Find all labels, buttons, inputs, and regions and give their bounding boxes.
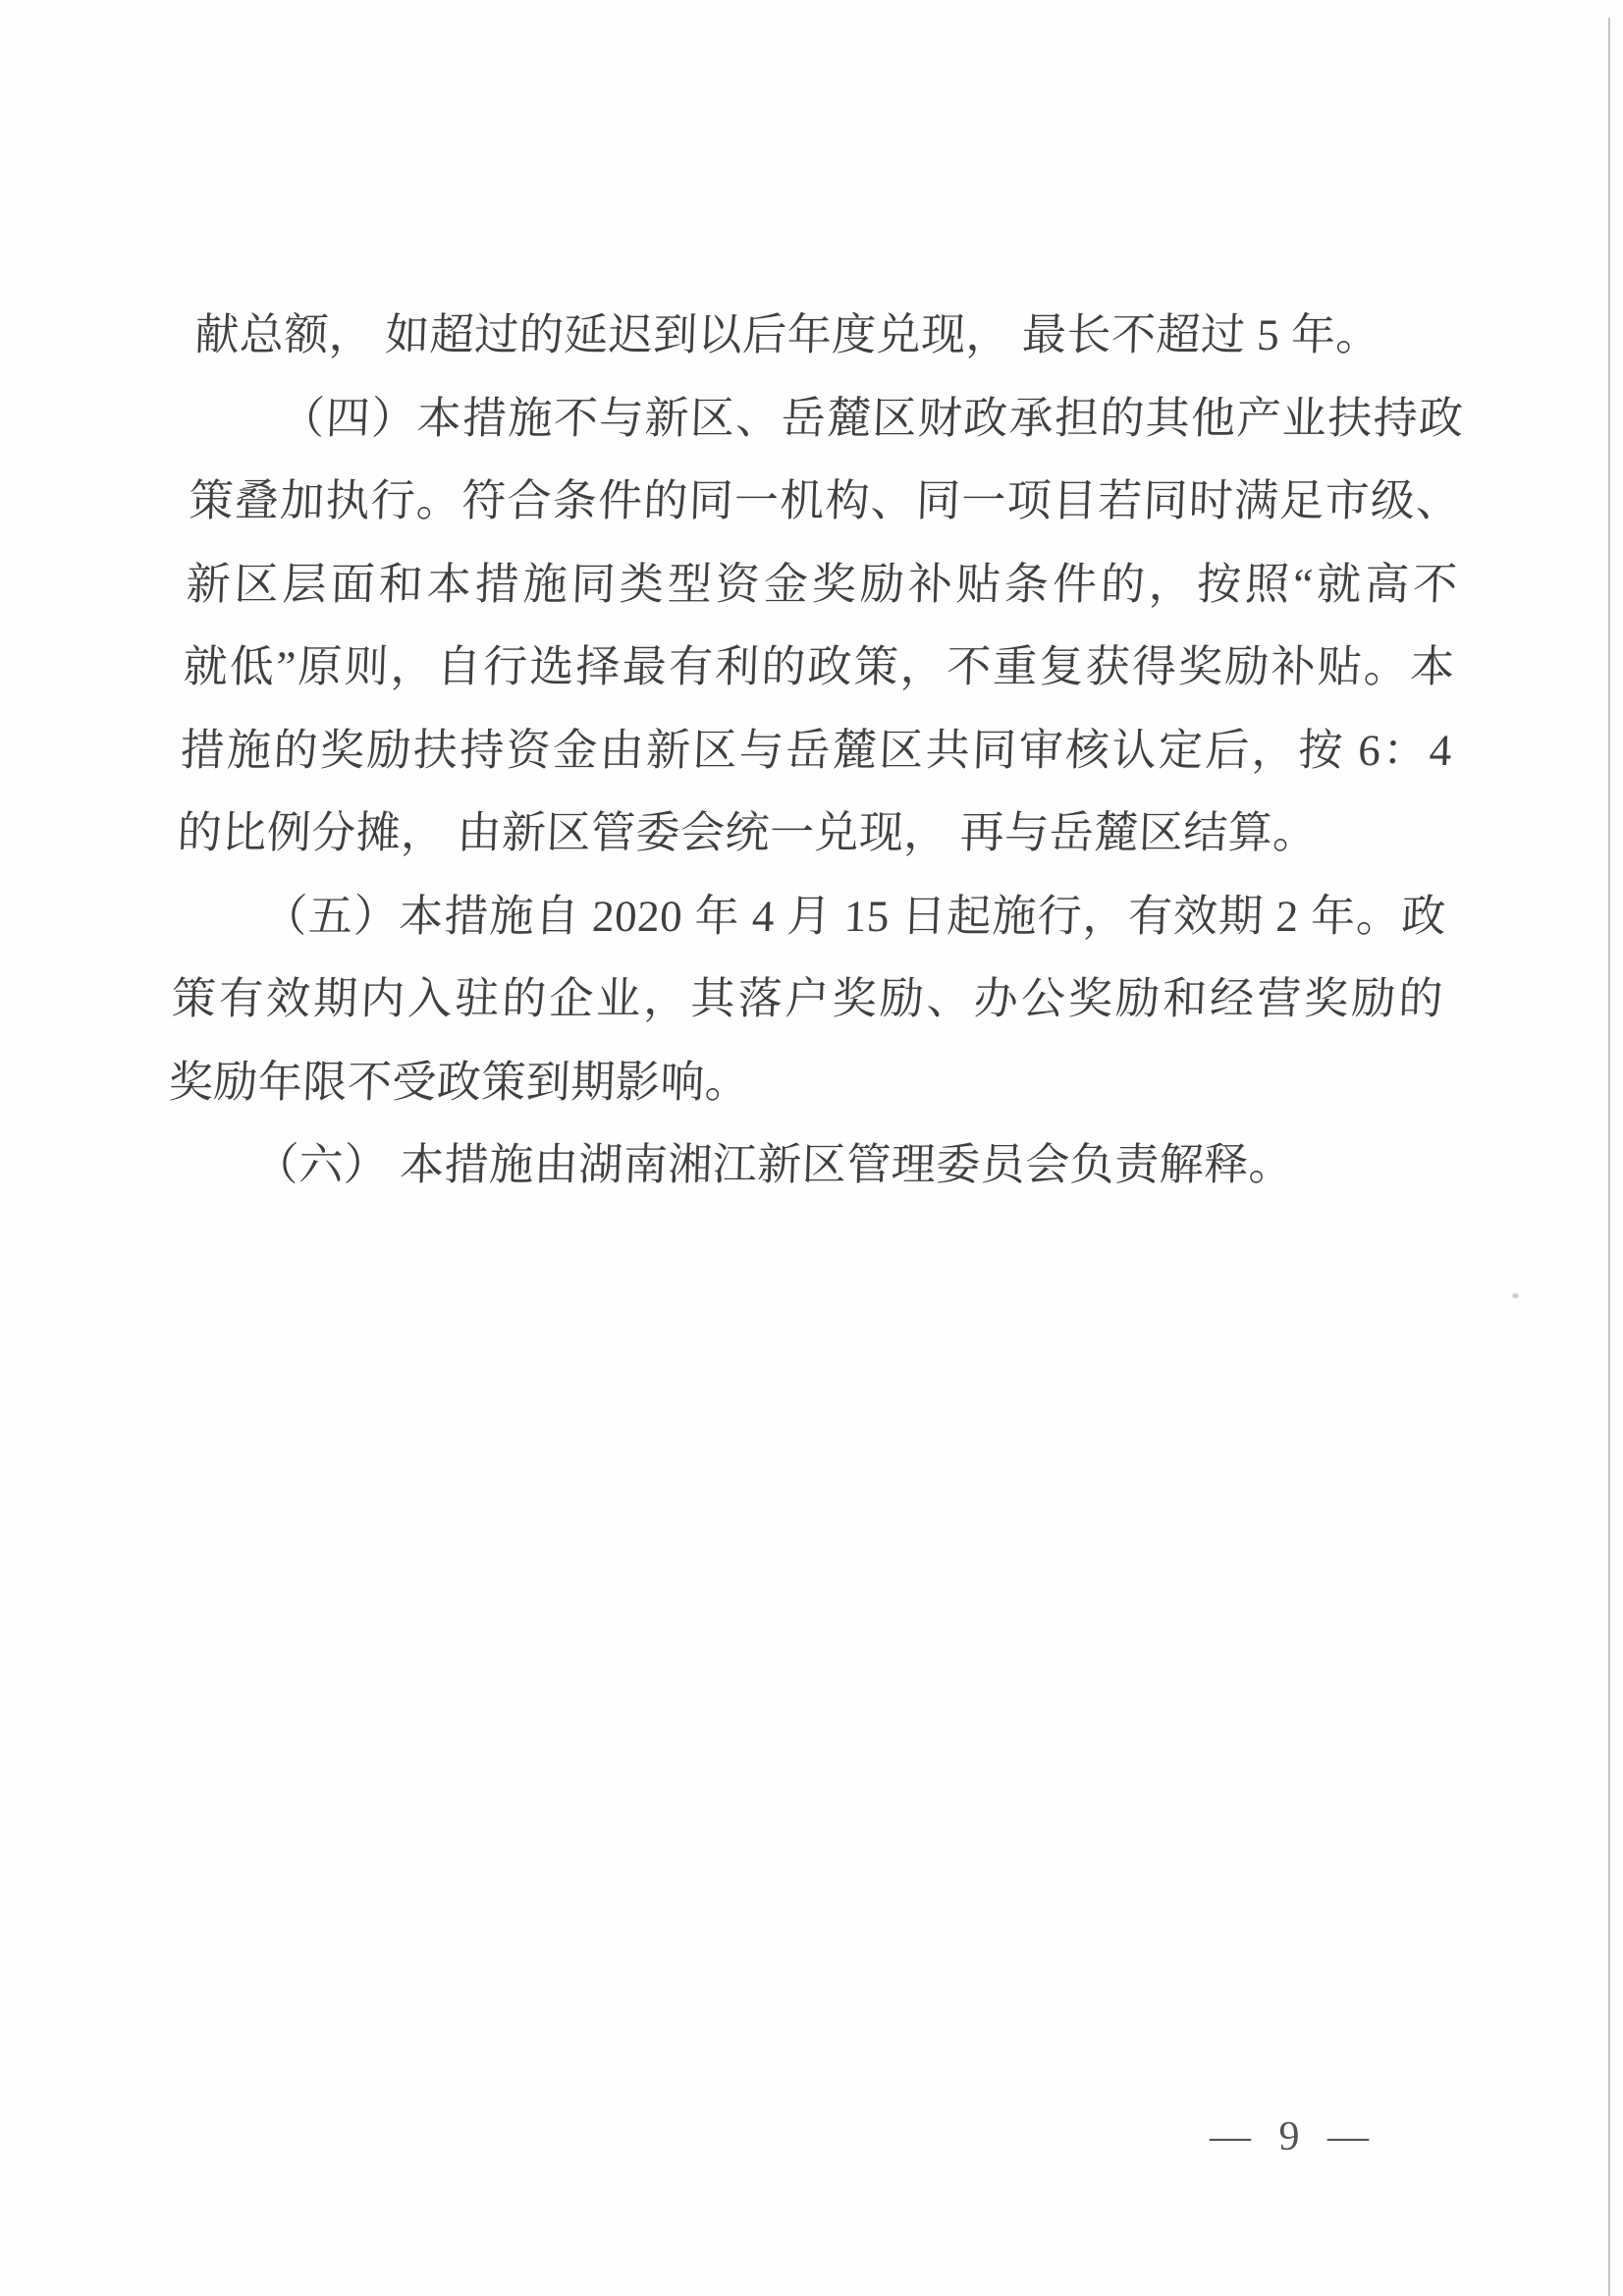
paragraph-item-5 <box>167 875 1447 1124</box>
text-line: 新区层面和本措施同类型资金奖励补贴条件的，按照“就高不 <box>185 559 1459 609</box>
document-body <box>165 294 1468 1207</box>
text-line: 的比例分摊， 由新区管委会统一兑现， 再与岳麓区结算。 <box>176 808 1319 857</box>
text-line: 措施的奖励扶持资金由新区与岳麓区共同审核认定后，按 6：4 <box>179 725 1453 775</box>
scan-speck <box>1512 1293 1519 1298</box>
text-line: 策叠加执行。符合条件的同一机构、同一项目若同时满足市级、 <box>188 476 1462 525</box>
text-line: 奖励年限不受政策到期影响。 <box>168 1057 751 1107</box>
text-line: （五）本措施自 2020 年 4 月 15 日起施行，有效期 2 年。政 <box>262 891 1447 941</box>
paragraph-continuation <box>193 294 1468 377</box>
text-line: 献总额， 如超过的延迟到以后年度兑现， 最长不超过 5 年。 <box>193 310 1381 359</box>
text-line: （四）本措施不与新区、岳麓区财政承担的其他产业扶持政 <box>279 393 1465 443</box>
page-number: — 9 — <box>1210 2114 1371 2159</box>
paragraph-item-6 <box>165 1123 1439 1207</box>
text-line: 就低”原则，自行选择最有利的政策，不重复获得奖励补贴。本 <box>182 642 1456 691</box>
text-line: （六） 本措施由湖南湘江新区管理委员会负责解释。 <box>253 1140 1295 1189</box>
paragraph-item-4 <box>176 377 1465 875</box>
text-line: 策有效期内入驻的企业，其落户奖励、办公奖励和经营奖励的 <box>171 974 1444 1023</box>
scan-edge-line <box>1608 18 1610 2296</box>
